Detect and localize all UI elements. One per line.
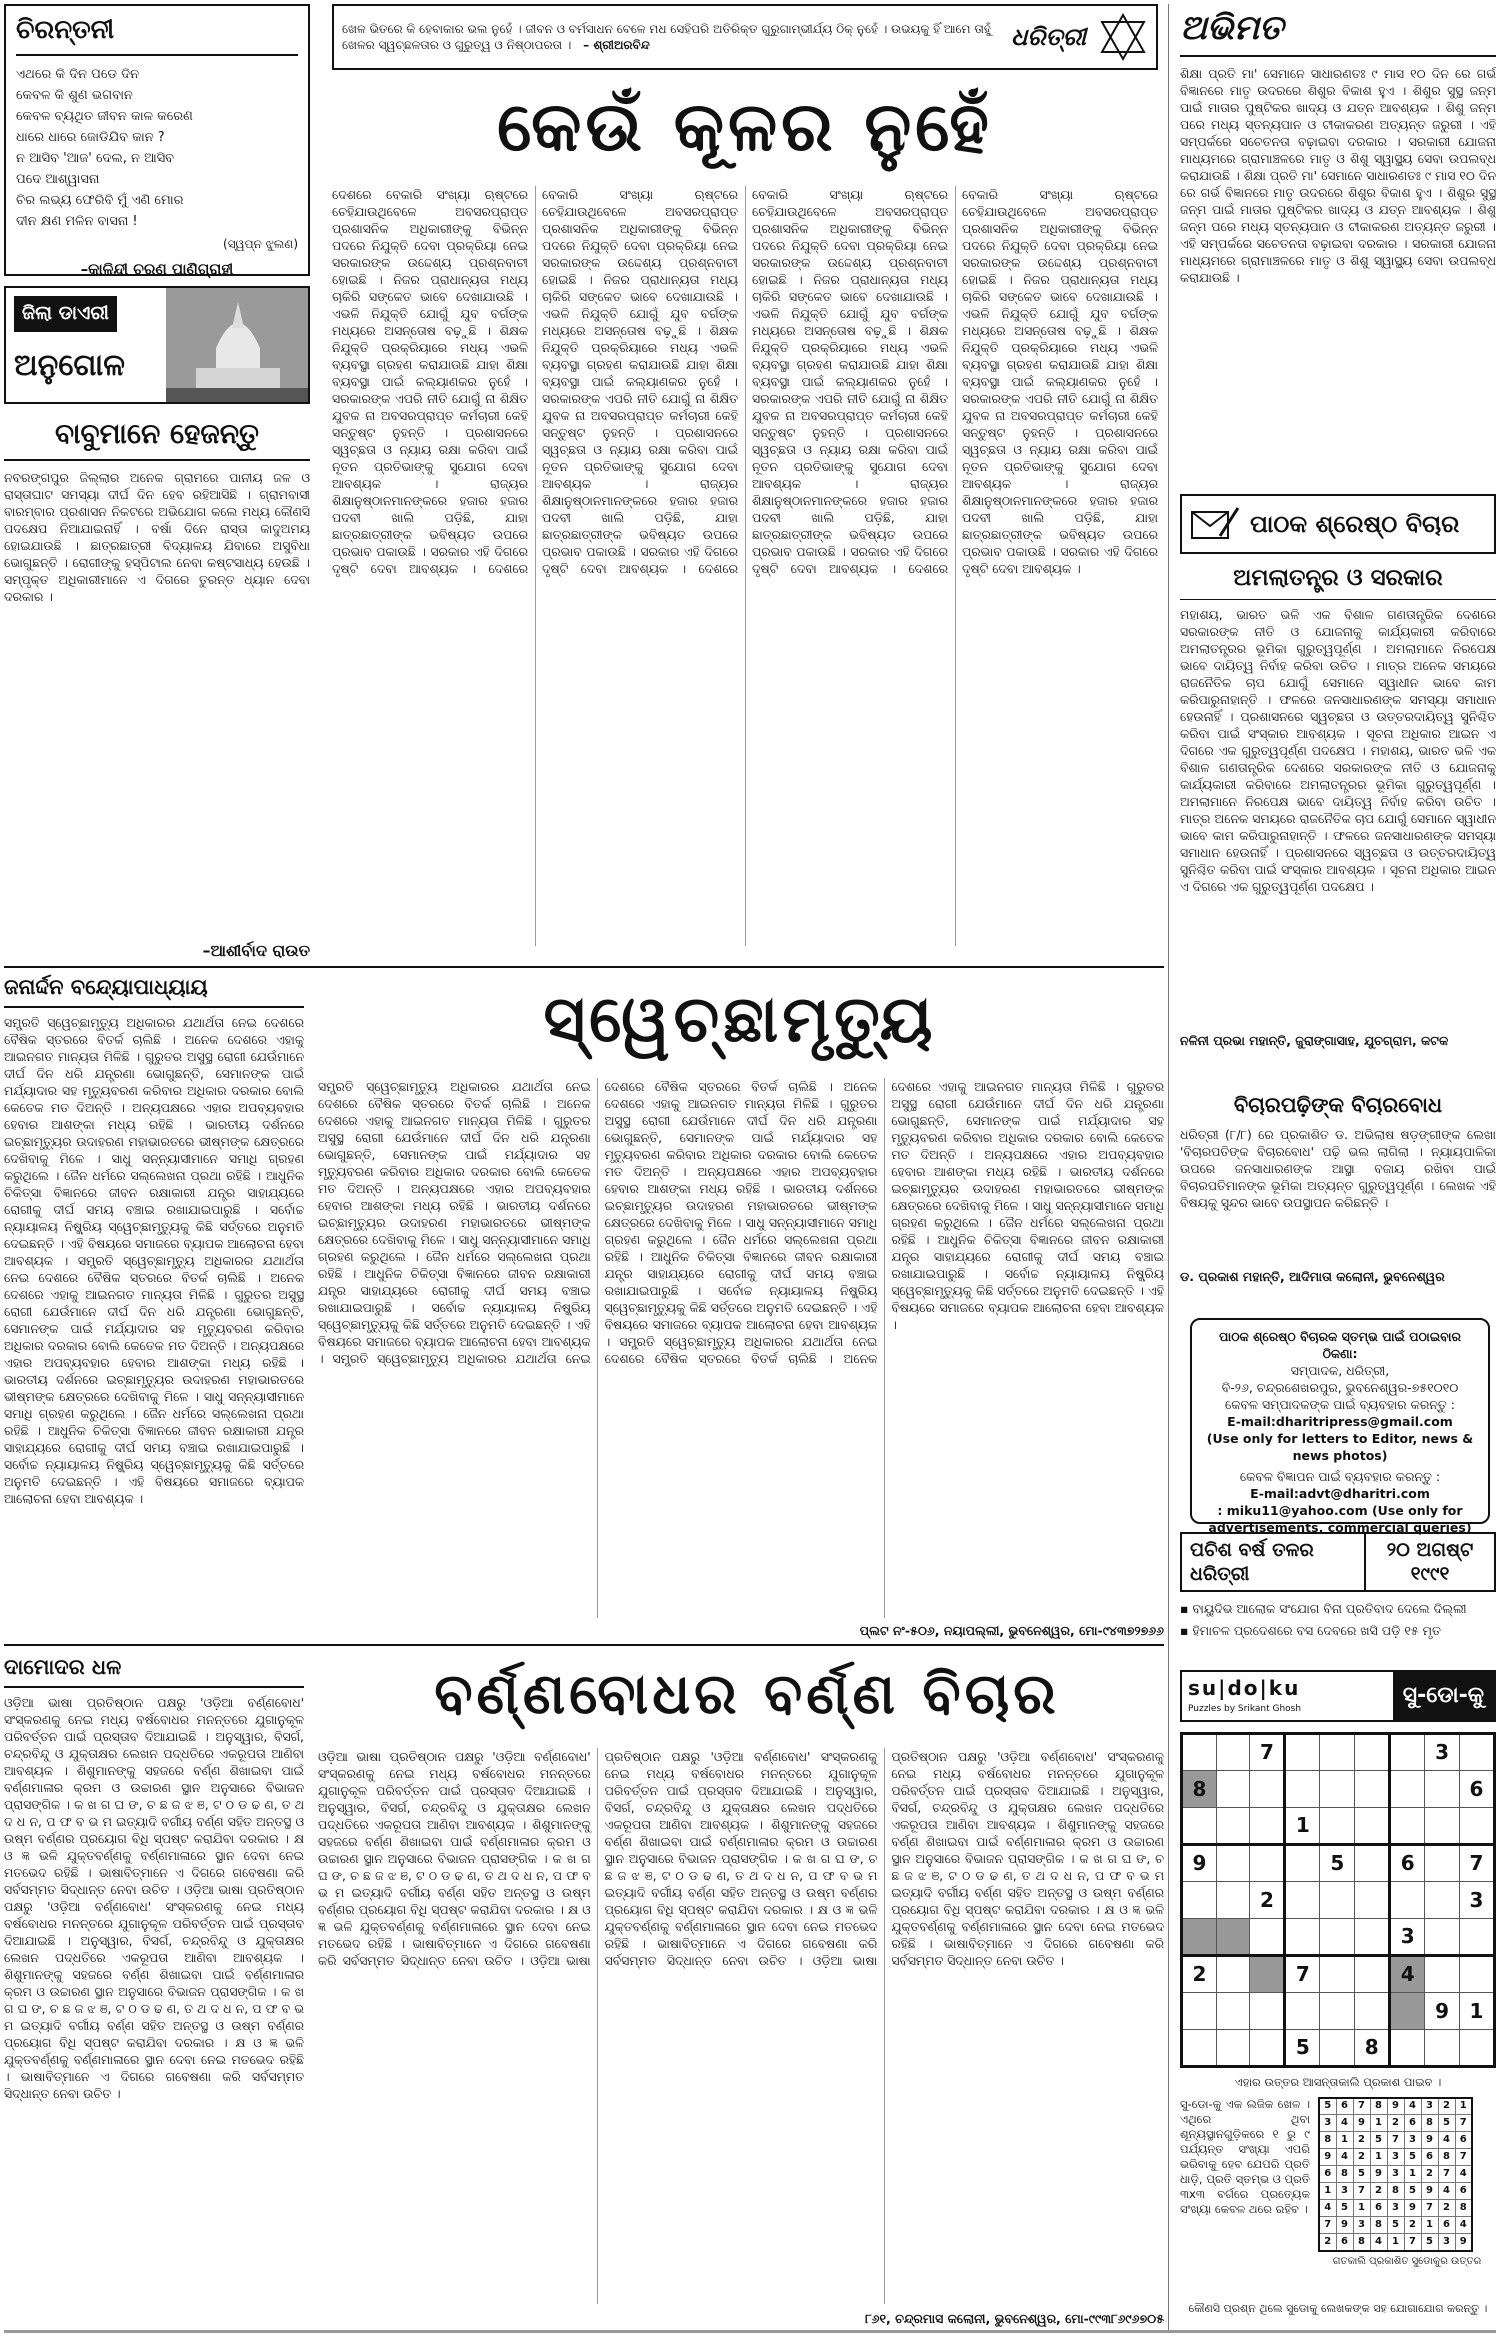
poem-line: କେବଳ ବ୍ୟଥିତ ଜୀବନ କାଳ କରେଣ	[16, 108, 193, 124]
divider	[4, 1644, 1164, 1646]
solution-cell: 2	[1387, 2115, 1404, 2132]
sudoku-cell[interactable]: 6	[1390, 1845, 1425, 1882]
solution-cell: 7	[1387, 2132, 1404, 2149]
sudoku-cell[interactable]	[1285, 1734, 1320, 1771]
solution-cell: 6	[1319, 2166, 1336, 2183]
sudoku-cell[interactable]	[1216, 1993, 1250, 2030]
solution-cell: 2	[1438, 2200, 1455, 2217]
solution-cell: 4	[1336, 2115, 1353, 2132]
varnabodh-title: ବର୍ଣ୍ଣବୋଧର ବର୍ଣ୍ଣ ବିଚାର	[434, 1662, 1060, 1727]
poem-line: ଏଥରେ କି ଦିନ ପଡେ ଦିନ	[16, 66, 140, 82]
contact-line: ବି-୨୬, ଚନ୍ଦ୍ରଶେଖରପୁର, ଭୁବନେଶ୍ୱର-୭୫୧୦୧୦	[1221, 1380, 1459, 1395]
solution-cell: 5	[1404, 2183, 1421, 2200]
sudoku-cell[interactable]	[1320, 1882, 1355, 1919]
sudoku-cell[interactable]	[1320, 1956, 1355, 1993]
sudoku-cell[interactable]	[1216, 1845, 1250, 1882]
euthanasia-body: ସମ୍ପ୍ରତି ସ୍ୱେଚ୍ଛାମୃତ୍ୟୁ ଅଧିକାରର ଯଥାର୍ଥତା ନେଇ ଦେଶରେ ବୈଷିକ ସ୍ତରରେ ବିତର୍କ ଚାଲିଛି । ଅନେକ ଦେଶରେ ଏହାକୁ ଆଇନଗତ ମାନ୍ୟତା ମିଳିଛି । ଗୁରୁତର ଅସୁସ୍ଥ ରୋଗୀ ଯେଉଁମାନେ ଦୀର୍ଘ ଦିନ ଧରି ଯନ୍ତ୍ରଣା ଭୋଗୁଛନ୍ତି, ସେମାନଙ୍କ ପାଇଁ ମର୍ଯ୍ୟାଦାର ସହ ମୃତ୍ୟୁବରଣ କରିବାର ଅଧିକାର ଦରକାର ବୋଲି କେତେକ ମତ ଦିଅନ୍ତି । ଅନ୍ୟପକ୍ଷରେ ଏହାର ଅପବ୍ୟବହାର ହେବାର ଆଶଙ୍କା ମଧ୍ୟ ରହିଛି । ଭାରତୀୟ ଦର୍ଶନରେ ଇଚ୍ଛାମୃତ୍ୟୁର ଉଦାହରଣ ମହାଭାରତରେ ଭୀଷ୍ମଙ୍କ କ୍ଷେତ୍ରରେ ଦେଖିବାକୁ ମିଳେ । ସାଧୁ ସନ୍ନ୍ୟାସୀମାନେ ସମାଧି ଗ୍ରହଣ କରୁଥିଲେ । ଜୈନ ଧର୍ମରେ ସଲ୍ଲେଖନା ପ୍ରଥା ରହିଛି । ଆଧୁନିକ ଚିକିତ୍ସା ବିଜ୍ଞାନରେ ଜୀବନ ରକ୍ଷାକାରୀ ଯନ୍ତ୍ର ସାହାଯ୍ୟରେ ରୋଗୀକୁ ଦୀର୍ଘ ସମୟ ବଞ୍ଚାଇ ରଖାଯାଇପାରୁଛି । ସର୍ବୋଚ୍ଚ ନ୍ୟାୟାଳୟ ନିଷ୍କ୍ରିୟ ସ୍ୱେଚ୍ଛାମୃତ୍ୟୁକୁ କିଛି ସର୍ତ୍ତରେ ଅନୁମତି ଦେଇଛନ୍ତି । ଏହି ବିଷୟରେ ସମାଜରେ ବ୍ୟାପକ ଆଲୋଚନା ହେବା ଆବଶ୍ୟକ । ସମ୍ପ୍ରତି ସ୍ୱେଚ୍ଛାମୃତ୍ୟୁ ଅଧିକାରର ଯଥାର୍ଥତା ନେଇ ଦେଶରେ ବୈଷିକ ସ୍ତରରେ ବିତର୍କ ଚାଲିଛି । ଅନେକ ଦେଶରେ ଏହାକୁ ଆଇନଗତ ମାନ୍ୟତା ମିଳିଛି । ଗୁରୁତର ଅସୁସ୍ଥ ରୋଗୀ ଯେଉଁମାନେ ଦୀର୍ଘ ଦିନ ଧରି ଯନ୍ତ୍ରଣା ଭୋଗୁଛନ୍ତି, ସେମାନଙ୍କ ପାଇଁ ମର୍ଯ୍ୟାଦାର ସହ ମୃତ୍ୟୁବରଣ କରିବାର ଅଧିକାର ଦରକାର ବୋଲି କେତେକ ମତ ଦିଅନ୍ତି । ଅନ୍ୟପକ୍ଷରେ ଏହାର ଅପବ୍ୟବହାର ହେବାର ଆଶଙ୍କା ମଧ୍ୟ ରହିଛି । ଭାରତୀୟ ଦର୍ଶନରେ ଇଚ୍ଛାମୃତ୍ୟୁର ଉଦାହରଣ ମହାଭାରତରେ ଭୀଷ୍ମଙ୍କ କ୍ଷେତ୍ରରେ ଦେଖିବାକୁ ମିଳେ । ସାଧୁ ସନ୍ନ୍ୟାସୀମାନେ ସମାଧି ଗ୍ରହଣ କରୁଥିଲେ । ଜୈନ ଧର୍ମରେ ସଲ୍ଲେଖନା ପ୍ରଥା ରହିଛି । ଆଧୁନିକ ଚିକିତ୍ସା ବିଜ୍ଞାନରେ ଜୀବନ ରକ୍ଷାକାରୀ ଯନ୍ତ୍ର ସାହାଯ୍ୟରେ ରୋଗୀକୁ ଦୀର୍ଘ ସମୟ ବଞ୍ଚାଇ ରଖାଯାଇପାରୁଛି । ସର୍ବୋଚ୍ଚ ନ୍ୟାୟାଳୟ ନିଷ୍କ୍ରିୟ ସ୍ୱେଚ୍ଛାମୃତ୍ୟୁକୁ କିଛି ସର୍ତ୍ତରେ ଅନୁମତି ଦେଇଛନ୍ତି । ଏହି ବିଷୟରେ ସମାଜରେ ବ୍ୟାପକ ଆଲୋଚନା ହେବା ଆବଶ୍ୟକ । ସମ୍ପ୍ରତି ସ୍ୱେଚ୍ଛାମୃତ୍ୟୁ ଅଧିକାରର ଯଥାର୍ଥତା ନେଇ ଦେଶରେ ବୈଷିକ ସ୍ତରରେ ବିତର୍କ ଚାଲିଛି । ଅନେକ ଦେଶରେ ଏହାକୁ ଆଇନଗତ ମାନ୍ୟତା ମିଳିଛି । ଗୁରୁତର ଅସୁସ୍ଥ ରୋଗୀ ଯେଉଁମାନେ ଦୀର୍ଘ ଦିନ ଧରି ଯନ୍ତ୍ରଣା ଭୋଗୁଛନ୍ତି, ସେମାନଙ୍କ ପାଇଁ ମର୍ଯ୍ୟାଦାର ସହ ମୃତ୍ୟୁବରଣ କରିବାର ଅଧିକାର ଦରକାର ବୋଲି କେତେକ ମତ ଦିଅନ୍ତି । ଅନ୍ୟପକ୍ଷରେ ଏହାର ଅପବ୍ୟବହାର ହେବାର ଆଶଙ୍କା ମଧ୍ୟ ରହିଛି । ଭାରତୀୟ ଦର୍ଶନରେ ଇଚ୍ଛାମୃତ୍ୟୁର ଉଦାହରଣ ମହାଭାରତରେ ଭୀଷ୍ମଙ୍କ କ୍ଷେତ୍ରରେ ଦେଖିବାକୁ ମିଳେ । ସାଧୁ ସନ୍ନ୍ୟାସୀମାନେ ସମାଧି ଗ୍ରହଣ କରୁଥିଲେ । ଜୈନ ଧର୍ମରେ ସଲ୍ଲେଖନା ପ୍ରଥା ରହିଛି । ଆଧୁନିକ ଚିକିତ୍ସା ବିଜ୍ଞାନରେ ଜୀବନ ରକ୍ଷାକାରୀ ଯନ୍ତ୍ର ସାହାଯ୍ୟରେ ରୋଗୀକୁ ଦୀର୍ଘ ସମୟ ବଞ୍ଚାଇ ରଖାଯାଇପାରୁଛି । ସର୍ବୋଚ୍ଚ ନ୍ୟାୟାଳୟ ନିଷ୍କ୍ରିୟ ସ୍ୱେଚ୍ଛାମୃତ୍ୟୁକୁ କିଛି ସର୍ତ୍ତରେ ଅନୁମତି ଦେଇଛନ୍ତି । ଏହି ବିଷୟରେ ସମାଜରେ ବ୍ୟାପକ ଆଲୋଚନା ହେବା ଆବଶ୍ୟକ ।	[318, 1079, 1164, 1366]
solution-cell: 9	[1421, 2183, 1438, 2200]
sudoku-cell[interactable]	[1390, 2030, 1425, 2067]
sudoku-cell[interactable]	[1216, 1882, 1250, 1919]
solution-cell: 9	[1404, 2200, 1421, 2217]
sudoku-cell[interactable]	[1285, 1771, 1320, 1808]
sudoku-cell[interactable]	[1250, 1993, 1285, 2030]
reader-best-banner	[1180, 494, 1496, 554]
sudoku-cell[interactable]	[1425, 1956, 1460, 1993]
solution-cell: 8	[1438, 2149, 1455, 2166]
sudoku-cell[interactable]	[1355, 1993, 1390, 2030]
vichar-bodh-author: ଡ. ପ୍ରକାଶ ମହାନ୍ତି, ଆଦିମାତା କଲୋନୀ, ଭୁବନେଶ୍ୱର	[1180, 1269, 1445, 1285]
solution-cell: 3	[1387, 2149, 1404, 2166]
chirantani-box	[4, 4, 310, 279]
flashback-list	[1180, 1600, 1496, 1640]
sudoku-cell[interactable]: 4	[1390, 1956, 1425, 1993]
district-diary-name: ଅନୁଗୋଳ	[14, 347, 125, 383]
quote-box	[332, 4, 1158, 70]
solution-cell: 7	[1421, 2200, 1438, 2217]
sudoku-cell[interactable]: 2	[1182, 1956, 1217, 1993]
sudoku-cell[interactable]	[1320, 1771, 1355, 1808]
contact-line: ସମ୍ପାଦକ, ଧରିତ୍ରୀ,	[1290, 1363, 1390, 1378]
sudoku-cell[interactable]	[1459, 2030, 1494, 2067]
sudoku-cell[interactable]	[1285, 1882, 1320, 1919]
solution-cell: 3	[1336, 2183, 1353, 2200]
sudoku-credit: Puzzles by Srikant Ghosh	[1188, 1704, 1302, 1714]
solution-cell: 4	[1336, 2149, 1353, 2166]
sudoku-cell[interactable]	[1182, 1919, 1217, 1956]
sudoku-cell[interactable]: 7	[1459, 1845, 1494, 1882]
reader-best-section	[1180, 562, 1496, 1082]
sudoku-cell[interactable]: 2	[1250, 1882, 1285, 1919]
poem-source: (ସ୍ୱପ୍ନ ଝୁଲଣ)	[223, 236, 298, 251]
sudoku-cell[interactable]	[1182, 1808, 1217, 1845]
sudoku-section	[1180, 1670, 1496, 2330]
sudoku-cell[interactable]	[1390, 1734, 1425, 1771]
solution-cell: 7	[1455, 2149, 1472, 2166]
flashback-label: ପଚିଶ ବର୍ଷ ତଳର ଧରିତ୍ରୀ	[1190, 1539, 1314, 1585]
sudoku-cell[interactable]: 8	[1355, 2030, 1390, 2067]
sudoku-cell[interactable]	[1216, 1919, 1250, 1956]
main-editorial-title: କେଉଁ କୂଳର ନୁହେଁ	[497, 88, 993, 167]
solution-cell: 4	[1370, 2234, 1387, 2251]
solution-cell: 9	[1421, 2132, 1438, 2149]
solution-cell: 1	[1421, 2217, 1438, 2234]
poem-author: –କାଳିନ୍ଦୀ ଚରଣ ପାଣିଗ୍ରାହୀ	[80, 260, 234, 279]
sudoku-cell[interactable]	[1390, 1771, 1425, 1808]
solution-cell: 1	[1370, 2115, 1387, 2132]
solution-cell: 8	[1370, 2098, 1387, 2115]
solution-cell: 3	[1421, 2098, 1438, 2115]
poem-line: ଧାରେ ଧାରେ ଜୋଡିଯିବ କାନ ?	[16, 129, 165, 145]
sudoku-cell[interactable]	[1355, 1919, 1390, 1956]
sudoku-cell[interactable]	[1320, 2030, 1355, 2067]
chirantani-poem	[16, 64, 298, 232]
solution-cell: 8	[1353, 2234, 1370, 2251]
sudoku-cell[interactable]	[1425, 1771, 1460, 1808]
sudoku-cell[interactable]	[1355, 1882, 1390, 1919]
solution-cell: 6	[1404, 2115, 1421, 2132]
sudoku-cell[interactable]	[1390, 1993, 1425, 2030]
sudoku-cell[interactable]	[1425, 1919, 1460, 1956]
district-diary-box	[4, 286, 310, 404]
solution-cell: 9	[1387, 2098, 1404, 2115]
solution-cell: 4	[1455, 2166, 1472, 2183]
solution-cell: 7	[1404, 2234, 1421, 2251]
sudoku-cell[interactable]	[1390, 1882, 1425, 1919]
solution-cell: 4	[1438, 2132, 1455, 2149]
reader-best-label: ପାଠକ ଶ୍ରେଷ୍ଠ ବିଚାର	[1250, 509, 1460, 538]
varnabodh-address: ୮୬୧, ଚନ୍ଦ୍ରମାସ କଲୋନୀ, ଭୁବନେଶ୍ୱର, ମୋ-୯୯୩୮୬୯୬୭୦୫	[865, 2311, 1164, 2326]
babumane-title: ବାବୁମାନେ ହେଜନ୍ତୁ	[4, 414, 310, 461]
divider	[4, 966, 1164, 968]
star-emblem-icon	[1098, 12, 1148, 62]
solution-cell: 7	[1455, 2115, 1472, 2132]
advt-email-alt-link[interactable]: : miku11@yahoo.com (Use only for advertisements, commercial queries)	[1208, 1503, 1472, 1535]
quote-author: – ଶ୍ରୀଅରବିନ୍ଦ	[583, 38, 650, 52]
sudoku-footer: କୌଣସି ପ୍ରଶ୍ନ ଥିଲେ ସୁଡୋକୁ ଲେଖକଙ୍କ ସହ ଯୋଗାଯୋଗ କରନ୍ତୁ ।	[1188, 2301, 1488, 2315]
sudoku-cell[interactable]: 5	[1285, 2030, 1320, 2067]
solution-cell: 5	[1336, 2200, 1353, 2217]
reader-best-title: ଅମଲାତନ୍ତ୍ର ଓ ସରକାର	[1180, 562, 1496, 600]
bottom-rule	[4, 2330, 1496, 2333]
solution-cell: 6	[1370, 2200, 1387, 2217]
abhimat-title: ଅଭିମତ	[1180, 4, 1496, 57]
reader-best-body: ମହାଶୟ, ଭାରତ ଭଳି ଏକ ବିଶାଳ ଗଣତାନ୍ତ୍ରିକ ଦେଶରେ ସରକାରଙ୍କ ନୀତି ଓ ଯୋଜନାକୁ କାର୍ଯ୍ୟକାରୀ କରିବାରେ ଅମଲାତନ୍ତ୍ରର ଭୂମିକା ଗୁରୁତ୍ୱପୂର୍ଣ୍ଣ । ଅମଲାମାନେ ନିରପେକ୍ଷ ଭାବେ ଦାୟିତ୍ୱ ନିର୍ବାହ କରିବା ଉଚିତ । ମାତ୍ର ଅନେକ ସମୟରେ ରାଜନୈତିକ ଚାପ ଯୋଗୁଁ ସେମାନେ ସ୍ୱାଧୀନ ଭାବେ କାମ କରିପାରୁନାହାନ୍ତି । ଫଳରେ ଜନସାଧାରଣଙ୍କ ସମସ୍ୟା ସମାଧାନ ହେଉନାହିଁ । ପ୍ରଶାସନରେ ସ୍ୱଚ୍ଛତା ଓ ଉତ୍ତରଦାୟିତ୍ୱ ସୁନିଶ୍ଚିତ କରିବା ପାଇଁ ସଂସ୍କାର ଆବଶ୍ୟକ । ସୂଚନା ଅଧିକାର ଆଇନ ଏ ଦିଗରେ ଏକ ଗୁରୁତ୍ୱପୂର୍ଣ୍ଣ ପଦକ୍ଷେପ । ମହାଶୟ, ଭାରତ ଭଳି ଏକ ବିଶାଳ ଗଣତାନ୍ତ୍ରିକ ଦେଶରେ ସରକାରଙ୍କ ନୀତି ଓ ଯୋଜନାକୁ କାର୍ଯ୍ୟକାରୀ କରିବାରେ ଅମଲାତନ୍ତ୍ରର ଭୂମିକା ଗୁରୁତ୍ୱପୂର୍ଣ୍ଣ । ଅମଲାମାନେ ନିରପେକ୍ଷ ଭାବେ ଦାୟିତ୍ୱ ନିର୍ବାହ କରିବା ଉଚିତ । ମାତ୍ର ଅନେକ ସମୟରେ ରାଜନୈତିକ ଚାପ ଯୋଗୁଁ ସେମାନେ ସ୍ୱାଧୀନ ଭାବେ କାମ କରିପାରୁନାହାନ୍ତି । ଫଳରେ ଜନସାଧାରଣଙ୍କ ସମସ୍ୟା ସମାଧାନ ହେଉନାହିଁ । ପ୍ରଶାସନରେ ସ୍ୱଚ୍ଛତା ଓ ଉତ୍ତରଦାୟିତ୍ୱ ସୁନିଶ୍ଚିତ କରିବା ପାଇଁ ସଂସ୍କାର ଆବଶ୍ୟକ । ସୂଚନା ଅଧିକାର ଆଇନ ଏ ଦିଗରେ ଏକ ଗୁରୁତ୍ୱପୂର୍ଣ୍ଣ ପଦକ୍ଷେପ ।	[1180, 607, 1496, 895]
sudoku-cell[interactable]	[1320, 1919, 1355, 1956]
contact-box	[1190, 1318, 1490, 1535]
solution-cell: 3	[1353, 2217, 1370, 2234]
sudoku-cell[interactable]	[1285, 1993, 1320, 2030]
poem-line: କେବଳ କି ଶୁଣ ଭଗବାନ	[16, 87, 133, 103]
solution-cell: 7	[1353, 2183, 1370, 2200]
sudoku-cell[interactable]	[1425, 1808, 1460, 1845]
reader-best-author: ନଳିନୀ ପ୍ରଭା ମହାନ୍ତି, ଜୁରାଙ୍ଗାସାହ, ଯୁଚଗ୍ରାମ, କଟକ	[1180, 1033, 1449, 1049]
quote-text: ଖେଳ ଭିତରେ କି ହେବାକାର ଭଲ ନୁହେଁ । ଜୀବନ ଓ ବର୍ମସାଧନ ବେଳେ ମଧ ସେହିପରି ଅତିରିକ୍ତ ଗୁରୁଗାମ୍ଭୀର୍ଯ୍ୟ ଠିକ୍ ନୁହେଁ । ଉଭୟକୁ ହିଁ ଆମେ ତାହୁଁ ଖେଳର ସ୍ୱଚ୍ଛଳତାର ଓ ଗୁରୁତ୍ୱ ଓ ନିଷ୍ଠାପରତା ।	[342, 22, 991, 52]
solution-cell: 5	[1387, 2217, 1404, 2234]
flashback-box	[1180, 1532, 1496, 1662]
sudoku-cell[interactable]	[1355, 1808, 1390, 1845]
main-editorial-body: ଦେଶରେ ବେକାରି ସଂଖ୍ୟା ଋଷ୍ଟରେ ଚେହିଯାଉଥିବେଳେ ଅବସରପ୍ରାପ୍ତ ପ୍ରଶାସନିକ ଅଧିକାରୀଙ୍କୁ ବିଭିନ୍ନ ପଦରେ ନିଯୁକ୍ତି ଦେବା ପ୍ରକ୍ରିୟା ନେଇ ସରକାରଙ୍କ ଉଦ୍ଦେଶ୍ୟ ପ୍ରଶ୍ନବାଚୀ ହୋଇଛି । ନିଜର ପ୍ରାଧାନ୍ୟତା ମଧ୍ୟ ଚାକିରି ସଙ୍କେତ ଭାବେ ଦେଖାଯାଉଛି । ଏଭଳି ନିଯୁକ୍ତି ଯୋଗୁଁ ଯୁବ ବର୍ଗଙ୍କ ମଧ୍ୟରେ ଅସନ୍ତୋଷ ବଢ଼ୁଛି । ଶିକ୍ଷକ ନିଯୁକ୍ତି ପ୍ରକ୍ରିୟାରେ ମଧ୍ୟ ଏଭଳି ବ୍ୟବସ୍ଥା ଗ୍ରହଣ କରାଯାଉଛି ଯାହା ଶିକ୍ଷା ବ୍ୟବସ୍ଥା ପାଇଁ କଲ୍ୟାଣକର ନୁହେଁ । ସରକାରଙ୍କ ଏପରି ନୀତି ଯୋଗୁଁ ନା ଶିକ୍ଷିତ ଯୁବକ ନା ଅବସରପ୍ରାପ୍ତ କର୍ମଚାରୀ କେହି ସନ୍ତୁଷ୍ଟ ନୁହନ୍ତି । ପ୍ରଶାସନରେ ସ୍ୱଚ୍ଛତା ଓ ନ୍ୟାୟ ରକ୍ଷା କରିବା ପାଇଁ ନୂତନ ପ୍ରତିଭାଙ୍କୁ ସୁଯୋଗ ଦେବା ଆବଶ୍ୟକ । ରାଜ୍ୟର ଶିକ୍ଷାନୁଷ୍ଠାନମାନଙ୍କରେ ହଜାର ହଜାର ପଦବୀ ଖାଲି ପଡ଼ିଛି, ଯାହା ଛାତ୍ରଛାତ୍ରୀଙ୍କ ଭବିଷ୍ୟତ ଉପରେ ପ୍ରଭାବ ପକାଉଛି । ସରକାର ଏହି ଦିଗରେ ଦୃଷ୍ଟି ଦେବା ଆବଶ୍ୟକ । ଦେଶରେ ବେକାରି ସଂଖ୍ୟା ଋଷ୍ଟରେ ଚେହିଯାଉଥିବେଳେ ଅବସରପ୍ରାପ୍ତ ପ୍ରଶାସନିକ ଅଧିକାରୀଙ୍କୁ ବିଭିନ୍ନ ପଦରେ ନିଯୁକ୍ତି ଦେବା ପ୍ରକ୍ରିୟା ନେଇ ସରକାରଙ୍କ ଉଦ୍ଦେଶ୍ୟ ପ୍ରଶ୍ନବାଚୀ ହୋଇଛି । ନିଜର ପ୍ରାଧାନ୍ୟତା ମଧ୍ୟ ଚାକିରି ସଙ୍କେତ ଭାବେ ଦେଖାଯାଉଛି । ଏଭଳି ନିଯୁକ୍ତି ଯୋଗୁଁ ଯୁବ ବର୍ଗଙ୍କ ମଧ୍ୟରେ ଅସନ୍ତୋଷ ବଢ଼ୁଛି । ଶିକ୍ଷକ ନିଯୁକ୍ତି ପ୍ରକ୍ରିୟାରେ ମଧ୍ୟ ଏଭଳି ବ୍ୟବସ୍ଥା ଗ୍ରହଣ କରାଯାଉଛି ଯାହା ଶିକ୍ଷା ବ୍ୟବସ୍ଥା ପାଇଁ କଲ୍ୟାଣକର ନୁହେଁ । ସରକାରଙ୍କ ଏପରି ନୀତି ଯୋଗୁଁ ନା ଶିକ୍ଷିତ ଯୁବକ ନା ଅବସରପ୍ରାପ୍ତ କର୍ମଚାରୀ କେହି ସନ୍ତୁଷ୍ଟ ନୁହନ୍ତି । ପ୍ରଶାସନରେ ସ୍ୱଚ୍ଛତା ଓ ନ୍ୟାୟ ରକ୍ଷା କରିବା ପାଇଁ ନୂତନ ପ୍ରତିଭାଙ୍କୁ ସୁଯୋଗ ଦେବା ଆବଶ୍ୟକ । ରାଜ୍ୟର ଶିକ୍ଷାନୁଷ୍ଠାନମାନଙ୍କରେ ହଜାର ହଜାର ପଦବୀ ଖାଲି ପଡ଼ିଛି, ଯାହା ଛାତ୍ରଛାତ୍ରୀଙ୍କ ଭବିଷ୍ୟତ ଉପରେ ପ୍ରଭାବ ପକାଉଛି । ସରକାର ଏହି ଦିଗରେ ଦୃଷ୍ଟି ଦେବା ଆବଶ୍ୟକ । ଦେଶରେ ବେକାରି ସଂଖ୍ୟା ଋଷ୍ଟରେ ଚେହିଯାଉଥିବେଳେ ଅବସରପ୍ରାପ୍ତ ପ୍ରଶାସନିକ ଅଧିକାରୀଙ୍କୁ ବିଭିନ୍ନ ପଦରେ ନିଯୁକ୍ତି ଦେବା ପ୍ରକ୍ରିୟା ନେଇ ସରକାରଙ୍କ ଉଦ୍ଦେଶ୍ୟ ପ୍ରଶ୍ନବାଚୀ ହୋଇଛି । ନିଜର ପ୍ରାଧାନ୍ୟତା ମଧ୍ୟ ଚାକିରି ସଙ୍କେତ ଭାବେ ଦେଖାଯାଉଛି । ଏଭଳି ନିଯୁକ୍ତି ଯୋଗୁଁ ଯୁବ ବର୍ଗଙ୍କ ମଧ୍ୟରେ ଅସନ୍ତୋଷ ବଢ଼ୁଛି । ଶିକ୍ଷକ ନିଯୁକ୍ତି ପ୍ରକ୍ରିୟାରେ ମଧ୍ୟ ଏଭଳି ବ୍ୟବସ୍ଥା ଗ୍ରହଣ କରାଯାଉଛି ଯାହା ଶିକ୍ଷା ବ୍ୟବସ୍ଥା ପାଇଁ କଲ୍ୟାଣକର ନୁହେଁ । ସରକାରଙ୍କ ଏପରି ନୀତି ଯୋଗୁଁ ନା ଶିକ୍ଷିତ ଯୁବକ ନା ଅବସରପ୍ରାପ୍ତ କର୍ମଚାରୀ କେହି ସନ୍ତୁଷ୍ଟ ନୁହନ୍ତି । ପ୍ରଶାସନରେ ସ୍ୱଚ୍ଛତା ଓ ନ୍ୟାୟ ରକ୍ଷା କରିବା ପାଇଁ ନୂତନ ପ୍ରତିଭାଙ୍କୁ ସୁଯୋଗ ଦେବା ଆବଶ୍ୟକ । ରାଜ୍ୟର ଶିକ୍ଷାନୁଷ୍ଠାନମାନଙ୍କରେ ହଜାର ହଜାର ପଦବୀ ଖାଲି ପଡ଼ିଛି, ଯାହା ଛାତ୍ରଛାତ୍ରୀଙ୍କ ଭବିଷ୍ୟତ ଉପରେ ପ୍ରଭାବ ପକାଉଛି । ସରକାର ଏହି ଦିଗରେ ଦୃଷ୍ଟି ଦେବା ଆବଶ୍ୟକ । ଦେଶରେ ବେକାରି ସଂଖ୍ୟା ଋଷ୍ଟରେ ଚେହିଯାଉଥିବେଳେ ଅବସରପ୍ରାପ୍ତ ପ୍ରଶାସନିକ ଅଧିକାରୀଙ୍କୁ ବିଭିନ୍ନ ପଦରେ ନିଯୁକ୍ତି ଦେବା ପ୍ରକ୍ରିୟା ନେଇ ସରକାରଙ୍କ ଉଦ୍ଦେଶ୍ୟ ପ୍ରଶ୍ନବାଚୀ ହୋଇଛି । ନିଜର ପ୍ରାଧାନ୍ୟତା ମଧ୍ୟ ଚାକିରି ସଙ୍କେତ ଭାବେ ଦେଖାଯାଉଛି । ଏଭଳି ନିଯୁକ୍ତି ଯୋଗୁଁ ଯୁବ ବର୍ଗଙ୍କ ମଧ୍ୟରେ ଅସନ୍ତୋଷ ବଢ଼ୁଛି । ଶିକ୍ଷକ ନିଯୁକ୍ତି ପ୍ରକ୍ରିୟାରେ ମଧ୍ୟ ଏଭଳି ବ୍ୟବସ୍ଥା ଗ୍ରହଣ କରାଯାଉଛି ଯାହା ଶିକ୍ଷା ବ୍ୟବସ୍ଥା ପାଇଁ କଲ୍ୟାଣକର ନୁହେଁ । ସରକାରଙ୍କ ଏପରି ନୀତି ଯୋଗୁଁ ନା ଶିକ୍ଷିତ ଯୁବକ ନା ଅବସରପ୍ରାପ୍ତ କର୍ମଚାରୀ କେହି ସନ୍ତୁଷ୍ଟ ନୁହନ୍ତି । ପ୍ରଶାସନରେ ସ୍ୱଚ୍ଛତା ଓ ନ୍ୟାୟ ରକ୍ଷା କରିବା ପାଇଁ ନୂତନ ପ୍ରତିଭାଙ୍କୁ ସୁଯୋଗ ଦେବା ଆବଶ୍ୟକ । ରାଜ୍ୟର ଶିକ୍ଷାନୁଷ୍ଠାନମାନଙ୍କରେ ହଜାର ହଜାର ପଦବୀ ଖାଲି ପଡ଼ିଛି, ଯାହା ଛାତ୍ରଛାତ୍ରୀଙ୍କ ଭବିଷ୍ୟତ ଉପରେ ପ୍ରଭାବ ପକାଉଛି । ସରକାର ଏହି ଦିଗରେ ଦୃଷ୍ଟି ଦେବା ଆବଶ୍ୟକ ।	[332, 187, 1158, 576]
sudoku-cell[interactable]	[1250, 1919, 1285, 1956]
flashback-item: ▪ ବାୟୁଦିଭ ଆଲୋକ ସଂଯୋଗ ବିନା ପ୍ରତିବାଦ ଦେଲେ ଦିଲ୍ଲୀ	[1180, 1600, 1496, 1618]
solution-cell: 2	[1353, 2132, 1370, 2149]
sudoku-cell[interactable]	[1182, 1993, 1217, 2030]
sudoku-cell[interactable]: 9	[1182, 1845, 1217, 1882]
sudoku-cell[interactable]	[1182, 1882, 1217, 1919]
sudoku-cell[interactable]	[1216, 1771, 1250, 1808]
sudoku-cell[interactable]	[1216, 1808, 1250, 1845]
sudoku-cell[interactable]	[1425, 1845, 1460, 1882]
solution-cell: 6	[1421, 2149, 1438, 2166]
solution-cell: 1	[1336, 2132, 1353, 2149]
sudoku-answer-note: ଏହାର ଉତ୍ତର ଆସନ୍ତାକାଲି ପ୍ରକାଶ ପାଇବ ।	[1234, 2075, 1442, 2089]
vichar-bodh-body: ଧରିତ୍ରୀ (୮/୮) ରେ ପ୍ରକାଶିତ ଡ. ଅଭିଲାଷ ଷଡ଼ଙ୍ଗୀଙ୍କ ଲେଖା 'ବିଚାରପତିଙ୍କ ବିଚାରବୋଧ' ପଢ଼ି ଭଲ ଲାଗିଲା । ନ୍ୟାୟପାଳିକା ଉପରେ ଜନସାଧାରଣଙ୍କ ଆସ୍ଥା ବଜାୟ ରଖିବା ପାଇଁ ବିଚାରପତିମାନଙ୍କ ଭୂମିକା ଅତ୍ୟନ୍ତ ଗୁରୁତ୍ୱପୂର୍ଣ୍ଣ । ଲେଖକ ଏହି ବିଷୟକୁ ସୁନ୍ଦର ଭାବେ ଉପସ୍ଥାପନ କରିଛନ୍ତି ।	[1180, 1127, 1496, 1211]
temple-photo	[166, 288, 308, 402]
solution-cell: 7	[1438, 2166, 1455, 2183]
solution-cell: 6	[1455, 2132, 1472, 2149]
solution-cell: 5	[1438, 2115, 1455, 2132]
solution-cell: 5	[1370, 2132, 1387, 2149]
column-divider	[1168, 4, 1169, 2330]
solution-cell: 9	[1336, 2217, 1353, 2234]
solution-cell: 5	[1421, 2234, 1438, 2251]
sudoku-solution-label: ଗତକାଲି ପ୍ରକାଶିତ ସୁଡୋକୁର ଉତ୍ତର	[1332, 2255, 1482, 2267]
solution-cell: 2	[1353, 2149, 1370, 2166]
solution-cell: 3	[1319, 2115, 1336, 2132]
contact-note: (Use only for letters to Editor, news & news photos)	[1206, 1431, 1474, 1463]
euthanasia-col1: ସମ୍ପ୍ରତି ସ୍ୱେଚ୍ଛାମୃତ୍ୟୁ ଅଧିକାରର ଯଥାର୍ଥତା ନେଇ ଦେଶରେ ବୈଷିକ ସ୍ତରରେ ବିତର୍କ ଚାଲିଛି । ଅନେକ ଦେଶରେ ଏହାକୁ ଆଇନଗତ ମାନ୍ୟତା ମିଳିଛି । ଗୁରୁତର ଅସୁସ୍ଥ ରୋଗୀ ଯେଉଁମାନେ ଦୀର୍ଘ ଦିନ ଧରି ଯନ୍ତ୍ରଣା ଭୋଗୁଛନ୍ତି, ସେମାନଙ୍କ ପାଇଁ ମର୍ଯ୍ୟାଦାର ସହ ମୃତ୍ୟୁବରଣ କରିବାର ଅଧିକାର ଦରକାର ବୋଲି କେତେକ ମତ ଦିଅନ୍ତି । ଅନ୍ୟପକ୍ଷରେ ଏହାର ଅପବ୍ୟବହାର ହେବାର ଆଶଙ୍କା ମଧ୍ୟ ରହିଛି । ଭାରତୀୟ ଦର୍ଶନରେ ଇଚ୍ଛାମୃତ୍ୟୁର ଉଦାହରଣ ମହାଭାରତରେ ଭୀଷ୍ମଙ୍କ କ୍ଷେତ୍ରରେ ଦେଖିବାକୁ ମିଳେ । ସାଧୁ ସନ୍ନ୍ୟାସୀମାନେ ସମାଧି ଗ୍ରହଣ କରୁଥିଲେ । ଜୈନ ଧର୍ମରେ ସଲ୍ଲେଖନା ପ୍ରଥା ରହିଛି । ଆଧୁନିକ ଚିକିତ୍ସା ବିଜ୍ଞାନରେ ଜୀବନ ରକ୍ଷାକାରୀ ଯନ୍ତ୍ର ସାହାଯ୍ୟରେ ରୋଗୀକୁ ଦୀର୍ଘ ସମୟ ବଞ୍ଚାଇ ରଖାଯାଇପାରୁଛି । ସର୍ବୋଚ୍ଚ ନ୍ୟାୟାଳୟ ନିଷ୍କ୍ରିୟ ସ୍ୱେଚ୍ଛାମୃତ୍ୟୁକୁ କିଛି ସର୍ତ୍ତରେ ଅନୁମତି ଦେଇଛନ୍ତି । ଏହି ବିଷୟରେ ସମାଜରେ ବ୍ୟାପକ ଆଲୋଚନା ହେବା ଆବଶ୍ୟକ । ସମ୍ପ୍ରତି ସ୍ୱେଚ୍ଛାମୃତ୍ୟୁ ଅଧିକାରର ଯଥାର୍ଥତା ନେଇ ଦେଶରେ ବୈଷିକ ସ୍ତରରେ ବିତର୍କ ଚାଲିଛି । ଅନେକ ଦେଶରେ ଏହାକୁ ଆଇନଗତ ମାନ୍ୟତା ମିଳିଛି । ଗୁରୁତର ଅସୁସ୍ଥ ରୋଗୀ ଯେଉଁମାନେ ଦୀର୍ଘ ଦିନ ଧରି ଯନ୍ତ୍ରଣା ଭୋଗୁଛନ୍ତି, ସେମାନଙ୍କ ପାଇଁ ମର୍ଯ୍ୟାଦାର ସହ ମୃତ୍ୟୁବରଣ କରିବାର ଅଧିକାର ଦରକାର ବୋଲି କେତେକ ମତ ଦିଅନ୍ତି । ଅନ୍ୟପକ୍ଷରେ ଏହାର ଅପବ୍ୟବହାର ହେବାର ଆଶଙ୍କା ମଧ୍ୟ ରହିଛି । ଭାରତୀୟ ଦର୍ଶନରେ ଇଚ୍ଛାମୃତ୍ୟୁର ଉଦାହରଣ ମହାଭାରତରେ ଭୀଷ୍ମଙ୍କ କ୍ଷେତ୍ରରେ ଦେଖିବାକୁ ମିଳେ । ସାଧୁ ସନ୍ନ୍ୟାସୀମାନେ ସମାଧି ଗ୍ରହଣ କରୁଥିଲେ । ଜୈନ ଧର୍ମରେ ସଲ୍ଲେଖନା ପ୍ରଥା ରହିଛି । ଆଧୁନିକ ଚିକିତ୍ସା ବିଜ୍ଞାନରେ ଜୀବନ ରକ୍ଷାକାରୀ ଯନ୍ତ୍ର ସାହାଯ୍ୟରେ ରୋଗୀକୁ ଦୀର୍ଘ ସମୟ ବଞ୍ଚାଇ ରଖାଯାଇପାରୁଛି । ସର୍ବୋଚ୍ଚ ନ୍ୟାୟାଳୟ ନିଷ୍କ୍ରିୟ ସ୍ୱେଚ୍ଛାମୃତ୍ୟୁକୁ କିଛି ସର୍ତ୍ତରେ ଅନୁମତି ଦେଇଛନ୍ତି । ଏହି ବିଷୟରେ ସମାଜରେ ବ୍ୟାପକ ଆଲୋଚନା ହେବା ଆବଶ୍ୟକ ।	[4, 1015, 304, 1506]
euthanasia-address: ପ୍ଲଟ ନଂ-୫୦୬, ନୟାପଲ୍ଲୀ, ଭୁବନେଶ୍ୱର, ମୋ-୯୪୩୭୨୭୬୬	[859, 1623, 1164, 1638]
poem-line: ଦୀନ କ୍ଷଣ ମଳିନ ବାସନା !	[16, 213, 138, 229]
pen-letter-icon	[1190, 504, 1240, 544]
sudoku-cell[interactable]: 7	[1250, 1734, 1285, 1771]
sudoku-cell[interactable]	[1459, 1734, 1494, 1771]
sudoku-cell[interactable]	[1250, 1845, 1285, 1882]
sudoku-cell[interactable]: 1	[1285, 1808, 1320, 1845]
solution-cell: 5	[1319, 2098, 1336, 2115]
babumane-author: –ଆଶୀର୍ବାଦ ରାଉତ	[202, 940, 310, 960]
vichar-bodh-title: ବିଚାରପଢ଼ିଙ୍କ ବିଚାରବୋଧ	[1233, 1093, 1443, 1117]
sudoku-cell[interactable]	[1250, 1956, 1285, 1993]
contact-line: କେବଳ ସମ୍ପାଦକଙ୍କ ପାଇଁ ବ୍ୟବହାର କରନ୍ତୁ :	[1224, 1397, 1456, 1412]
euthanasia-author: ଜନାର୍ଦ୍ଦନ ବନ୍ଦ୍ୟୋପାଧ୍ୟାୟ	[4, 972, 304, 1008]
sudoku-cell[interactable]: 6	[1459, 1771, 1494, 1808]
sudoku-cell[interactable]: 5	[1320, 1845, 1355, 1882]
sudoku-rules: ସୁ-ଡୋ-କୁ ଏକ ଲଜିକ ଖେଳ । ଏଥିରେ ଥିବା ଶୂନ୍ୟସ୍ଥାନଗୁଡ଼ିକରେ ୧ ରୁ ୯ ପର୍ଯ୍ୟନ୍ତ ସଂଖ୍ୟା ଏପରି ଭରିବାକୁ ହେବ ଯେପରି ପ୍ରତି ଧାଡ଼ି, ପ୍ରତି ସ୍ତମ୍ଭ ଓ ପ୍ରତି ୩x୩ ବର୍ଗରେ ପ୍ରତ୍ୟେକ ସଂଖ୍ୟା କେବଳ ଥରେ ରହିବ ।	[1180, 2096, 1310, 2216]
flashback-date: ୨୦ ଅଗଷ୍ଟ ୧୯୯୧	[1364, 1534, 1494, 1590]
sudoku-cell[interactable]	[1425, 2030, 1460, 2067]
vichar-bodh-section	[1180, 1090, 1496, 1308]
solution-cell: 8	[1370, 2217, 1387, 2234]
varnabodh-body: ଓଡ଼ିଆ ଭାଷା ପ୍ରତିଷ୍ଠାନ ପକ୍ଷରୁ 'ଓଡ଼ିଆ ବର୍ଣ୍ଣବୋଧ' ସଂସ୍କରଣକୁ ନେଇ ମଧ୍ୟ ବର୍ଷବୋଧର ମନନ୍ତରେ ଯୁଗାନୁକୂଳ ପରିବର୍ତ୍ତନ ପାଇଁ ପ୍ରସ୍ତାବ ଦିଆଯାଇଛି । ଅନୁସ୍ୱାର, ବିସର୍ଗ, ଚନ୍ଦ୍ରବିନ୍ଦୁ ଓ ଯୁକ୍ତାକ୍ଷର ଲେଖନ ପଦ୍ଧତିରେ ଏକରୂପତା ଆଣିବା ଆବଶ୍ୟକ । ଶିଶୁମାନଙ୍କୁ ସହଜରେ ବର୍ଣ୍ଣ ଶିଖାଇବା ପାଇଁ ବର୍ଣ୍ଣମାଳାର କ୍ରମ ଓ ଉଚ୍ଚାରଣ ସ୍ଥାନ ଅନୁସାରେ ବିଭାଜନ ପ୍ରାସଙ୍ଗିକ । କ ଖ ଗ ଘ ଙ, ଚ ଛ ଜ ଝ ଞ, ଟ ଠ ଡ ଢ ଣ, ତ ଥ ଦ ଧ ନ, ପ ଫ ବ ଭ ମ ଇତ୍ୟାଦି ବର୍ଗୀୟ ବର୍ଣ୍ଣ ସହିତ ଅନ୍ତସ୍ଥ ଓ ଉଷ୍ମ ବର୍ଣ୍ଣର ପ୍ରୟୋଗ ବିଧି ସ୍ପଷ୍ଟ କରାଯିବା ଦରକାର । କ୍ଷ ଓ ଜ୍ଞ ଭଳି ଯୁକ୍ତବର୍ଣ୍ଣକୁ ବର୍ଣ୍ଣମାଳାରେ ସ୍ଥାନ ଦେବା ନେଇ ମତଭେଦ ରହିଛି । ଭାଷାବିତ୍ମାନେ ଏ ଦିଗରେ ଗବେଷଣା କରି ସର୍ବସମ୍ମତ ସିଦ୍ଧାନ୍ତ ନେବା ଉଚିତ । ଓଡ଼ିଆ ଭାଷା ପ୍ରତିଷ୍ଠାନ ପକ୍ଷରୁ 'ଓଡ଼ିଆ ବର୍ଣ୍ଣବୋଧ' ସଂସ୍କରଣକୁ ନେଇ ମଧ୍ୟ ବର୍ଷବୋଧର ମନନ୍ତରେ ଯୁଗାନୁକୂଳ ପରିବର୍ତ୍ତନ ପାଇଁ ପ୍ରସ୍ତାବ ଦିଆଯାଇଛି । ଅନୁସ୍ୱାର, ବିସର୍ଗ, ଚନ୍ଦ୍ରବିନ୍ଦୁ ଓ ଯୁକ୍ତାକ୍ଷର ଲେଖନ ପଦ୍ଧତିରେ ଏକରୂପତା ଆଣିବା ଆବଶ୍ୟକ । ଶିଶୁମାନଙ୍କୁ ସହଜରେ ବର୍ଣ୍ଣ ଶିଖାଇବା ପାଇଁ ବର୍ଣ୍ଣମାଳାର କ୍ରମ ଓ ଉଚ୍ଚାରଣ ସ୍ଥାନ ଅନୁସାରେ ବିଭାଜନ ପ୍ରାସଙ୍ଗିକ । କ ଖ ଗ ଘ ଙ, ଚ ଛ ଜ ଝ ଞ, ଟ ଠ ଡ ଢ ଣ, ତ ଥ ଦ ଧ ନ, ପ ଫ ବ ଭ ମ ଇତ୍ୟାଦି ବର୍ଗୀୟ ବର୍ଣ୍ଣ ସହିତ ଅନ୍ତସ୍ଥ ଓ ଉଷ୍ମ ବର୍ଣ୍ଣର ପ୍ରୟୋଗ ବିଧି ସ୍ପଷ୍ଟ କରାଯିବା ଦରକାର । କ୍ଷ ଓ ଜ୍ଞ ଭଳି ଯୁକ୍ତବର୍ଣ୍ଣକୁ ବର୍ଣ୍ଣମାଳାରେ ସ୍ଥାନ ଦେବା ନେଇ ମତଭେଦ ରହିଛି । ଭାଷାବିତ୍ମାନେ ଏ ଦିଗରେ ଗବେଷଣା କରି ସର୍ବସମ୍ମତ ସିଦ୍ଧାନ୍ତ ନେବା ଉଚିତ । ଓଡ଼ିଆ ଭାଷା ପ୍ରତିଷ୍ଠାନ ପକ୍ଷରୁ 'ଓଡ଼ିଆ ବର୍ଣ୍ଣବୋଧ' ସଂସ୍କରଣକୁ ନେଇ ମଧ୍ୟ ବର୍ଷବୋଧର ମନନ୍ତରେ ଯୁଗାନୁକୂଳ ପରିବର୍ତ୍ତନ ପାଇଁ ପ୍ରସ୍ତାବ ଦିଆଯାଇଛି । ଅନୁସ୍ୱାର, ବିସର୍ଗ, ଚନ୍ଦ୍ରବିନ୍ଦୁ ଓ ଯୁକ୍ତାକ୍ଷର ଲେଖନ ପଦ୍ଧତିରେ ଏକରୂପତା ଆଣିବା ଆବଶ୍ୟକ । ଶିଶୁମାନଙ୍କୁ ସହଜରେ ବର୍ଣ୍ଣ ଶିଖାଇବା ପାଇଁ ବର୍ଣ୍ଣମାଳାର କ୍ରମ ଓ ଉଚ୍ଚାରଣ ସ୍ଥାନ ଅନୁସାରେ ବିଭାଜନ ପ୍ରାସଙ୍ଗିକ । କ ଖ ଗ ଘ ଙ, ଚ ଛ ଜ ଝ ଞ, ଟ ଠ ଡ ଢ ଣ, ତ ଥ ଦ ଧ ନ, ପ ଫ ବ ଭ ମ ଇତ୍ୟାଦି ବର୍ଗୀୟ ବର୍ଣ୍ଣ ସହିତ ଅନ୍ତସ୍ଥ ଓ ଉଷ୍ମ ବର୍ଣ୍ଣର ପ୍ରୟୋଗ ବିଧି ସ୍ପଷ୍ଟ କରାଯିବା ଦରକାର । କ୍ଷ ଓ ଜ୍ଞ ଭଳି ଯୁକ୍ତବର୍ଣ୍ଣକୁ ବର୍ଣ୍ଣମାଳାରେ ସ୍ଥାନ ଦେବା ନେଇ ମତଭେଦ ରହିଛି । ଭାଷାବିତ୍ମାନେ ଏ ଦିଗରେ ଗବେଷଣା କରି ସର୍ବସମ୍ମତ ସିଦ୍ଧାନ୍ତ ନେବା ଉଚିତ ।	[318, 1749, 1164, 1968]
solution-cell: 1	[1387, 2234, 1404, 2251]
sudoku-cell[interactable]	[1285, 1845, 1320, 1882]
sudoku-cell[interactable]	[1355, 1845, 1390, 1882]
solution-cell: 1	[1319, 2183, 1336, 2200]
sudoku-cell[interactable]: 8	[1182, 1771, 1217, 1808]
solution-cell: 6	[1336, 2234, 1353, 2251]
solution-cell: 4	[1319, 2200, 1336, 2217]
solution-cell: 9	[1370, 2166, 1387, 2183]
sudoku-cell[interactable]	[1250, 1771, 1285, 1808]
contact-line: ପାଠକ ଶ୍ରେଷ୍ଠ ବିଚାରକ ସ୍ତମ୍ଭ ପାଇଁ ପଠାଇବାର ଠିକଣା:	[1219, 1329, 1461, 1361]
sudoku-solution-grid	[1318, 2097, 1473, 2252]
editor-email-link[interactable]: E-mail:dharitripress@gmail.com	[1227, 1414, 1453, 1429]
solution-cell: 7	[1353, 2098, 1370, 2115]
sudoku-grid[interactable]	[1180, 1732, 1496, 2068]
poem-line: ନ ଆସିବ 'ଆଜ' ଦେଲ, ନ ଆସିବ	[16, 150, 175, 166]
contact-line: କେବଳ ବିଜ୍ଞାପନ ପାଇଁ ବ୍ୟବହାର କରନ୍ତୁ :	[1239, 1469, 1441, 1484]
sudoku-brand: su|do|ku	[1188, 1676, 1301, 1700]
sudoku-cell[interactable]	[1216, 1734, 1250, 1771]
sudoku-cell[interactable]	[1390, 1808, 1425, 1845]
sudoku-cell[interactable]	[1250, 2030, 1285, 2067]
solution-cell: 6	[1455, 2183, 1472, 2200]
sudoku-cell[interactable]	[1250, 1808, 1285, 1845]
sudoku-cell[interactable]	[1182, 1734, 1217, 1771]
sudoku-cell[interactable]: 3	[1390, 1919, 1425, 1956]
babumane-body: ନବରଙ୍ଗପୁର ଜିଲ୍ଲାର ଅନେକ ଗ୍ରାମରେ ପାନୀୟ ଜଳ ଓ ରାସ୍ତାଘାଟ ସମସ୍ୟା ଦୀର୍ଘ ଦିନ ହେବ ରହିଆସିଛି । ଗ୍ରାମବାସୀ ବାରମ୍ବାର ପ୍ରଶାସନ ନିକଟରେ ଅଭିଯୋଗ କଲେ ମଧ୍ୟ କୌଣସି ପଦକ୍ଷେପ ନିଆଯାଇନାହିଁ । ବର୍ଷା ଦିନେ ରାସ୍ତା କାଦୁଅମୟ ହୋଇଯାଉଛି । ଛାତ୍ରଛାତ୍ରୀ ବିଦ୍ୟାଳୟ ଯିବାରେ ଅସୁବିଧା ଭୋଗୁଛନ୍ତି । ରୋଗୀଙ୍କୁ ହସ୍ପିଟାଲ ନେବା କଷ୍ଟସାଧ୍ୟ ହେଉଛି । ସମ୍ପୃକ୍ତ ଅଧିକାରୀମାନେ ଏ ଦିଗରେ ତୁରନ୍ତ ଧ୍ୟାନ ଦେବା ଦରକାର ।	[4, 469, 310, 604]
solution-cell: 4	[1438, 2183, 1455, 2200]
solution-cell: 9	[1455, 2234, 1472, 2251]
solution-cell: 7	[1319, 2217, 1336, 2234]
temple-icon	[166, 288, 308, 402]
sudoku-cell[interactable]: 9	[1425, 1993, 1460, 2030]
chirantani-title: ଚିରନ୍ତନୀ	[16, 12, 298, 56]
solution-cell: 2	[1438, 2098, 1455, 2115]
sudoku-cell[interactable]	[1355, 1956, 1390, 1993]
sudoku-cell[interactable]	[1216, 1956, 1250, 1993]
district-diary-label: ଜିଲା ଡାଏରୀ	[14, 296, 117, 332]
sudoku-cell[interactable]	[1459, 1956, 1494, 1993]
sudoku-cell[interactable]: 7	[1285, 1956, 1320, 1993]
sudoku-cell[interactable]	[1425, 1882, 1460, 1919]
varnabodh-author: ଦାମୋଦର ଧଳ	[4, 1652, 304, 1688]
solution-cell: 3	[1404, 2132, 1421, 2149]
sudoku-cell[interactable]	[1320, 1808, 1355, 1845]
sudoku-cell[interactable]	[1182, 2030, 1217, 2067]
solution-cell: 2	[1370, 2183, 1387, 2200]
poem-line: ପଦେ ଆଶ୍ୱାସନା	[16, 171, 100, 187]
sudoku-cell[interactable]	[1320, 1993, 1355, 2030]
solution-cell: 2	[1404, 2217, 1421, 2234]
solution-cell: 3	[1387, 2166, 1404, 2183]
solution-cell: 8	[1319, 2132, 1336, 2149]
sudoku-cell[interactable]	[1216, 2030, 1250, 2067]
solution-cell: 2	[1319, 2234, 1336, 2251]
babumane-section	[4, 414, 310, 959]
solution-cell: 9	[1319, 2149, 1336, 2166]
sudoku-cell[interactable]	[1355, 1771, 1390, 1808]
solution-cell: 8	[1455, 2200, 1472, 2217]
solution-cell: 8	[1336, 2166, 1353, 2183]
sudoku-title: ସୁ-ଡୋ-କୁ	[1393, 1672, 1494, 1720]
sudoku-cell[interactable]	[1320, 1734, 1355, 1771]
solution-cell: 8	[1421, 2115, 1438, 2132]
varnabodh-col1: ଓଡ଼ିଆ ଭାଷା ପ୍ରତିଷ୍ଠାନ ପକ୍ଷରୁ 'ଓଡ଼ିଆ ବର୍ଣ୍ଣବୋଧ' ସଂସ୍କରଣକୁ ନେଇ ମଧ୍ୟ ବର୍ଷବୋଧର ମନନ୍ତରେ ଯୁଗାନୁକୂଳ ପରିବର୍ତ୍ତନ ପାଇଁ ପ୍ରସ୍ତାବ ଦିଆଯାଇଛି । ଅନୁସ୍ୱାର, ବିସର୍ଗ, ଚନ୍ଦ୍ରବିନ୍ଦୁ ଓ ଯୁକ୍ତାକ୍ଷର ଲେଖନ ପଦ୍ଧତିରେ ଏକରୂପତା ଆଣିବା ଆବଶ୍ୟକ । ଶିଶୁମାନଙ୍କୁ ସହଜରେ ବର୍ଣ୍ଣ ଶିଖାଇବା ପାଇଁ ବର୍ଣ୍ଣମାଳାର କ୍ରମ ଓ ଉଚ୍ଚାରଣ ସ୍ଥାନ ଅନୁସାରେ ବିଭାଜନ ପ୍ରାସଙ୍ଗିକ । କ ଖ ଗ ଘ ଙ, ଚ ଛ ଜ ଝ ଞ, ଟ ଠ ଡ ଢ ଣ, ତ ଥ ଦ ଧ ନ, ପ ଫ ବ ଭ ମ ଇତ୍ୟାଦି ବର୍ଗୀୟ ବର୍ଣ୍ଣ ସହିତ ଅନ୍ତସ୍ଥ ଓ ଉଷ୍ମ ବର୍ଣ୍ଣର ପ୍ରୟୋଗ ବିଧି ସ୍ପଷ୍ଟ କରାଯିବା ଦରକାର । କ୍ଷ ଓ ଜ୍ଞ ଭଳି ଯୁକ୍ତବର୍ଣ୍ଣକୁ ବର୍ଣ୍ଣମାଳାରେ ସ୍ଥାନ ଦେବା ନେଇ ମତଭେଦ ରହିଛି । ଭାଷାବିତ୍ମାନେ ଏ ଦିଗରେ ଗବେଷଣା କରି ସର୍ବସମ୍ମତ ସିଦ୍ଧାନ୍ତ ନେବା ଉଚିତ । ଓଡ଼ିଆ ଭାଷା ପ୍ରତିଷ୍ଠାନ ପକ୍ଷରୁ 'ଓଡ଼ିଆ ବର୍ଣ୍ଣବୋଧ' ସଂସ୍କରଣକୁ ନେଇ ମଧ୍ୟ ବର୍ଷବୋଧର ମନନ୍ତରେ ଯୁଗାନୁକୂଳ ପରିବର୍ତ୍ତନ ପାଇଁ ପ୍ରସ୍ତାବ ଦିଆଯାଇଛି । ଅନୁସ୍ୱାର, ବିସର୍ଗ, ଚନ୍ଦ୍ରବିନ୍ଦୁ ଓ ଯୁକ୍ତାକ୍ଷର ଲେଖନ ପଦ୍ଧତିରେ ଏକରୂପତା ଆଣିବା ଆବଶ୍ୟକ । ଶିଶୁମାନଙ୍କୁ ସହଜରେ ବର୍ଣ୍ଣ ଶିଖାଇବା ପାଇଁ ବର୍ଣ୍ଣମାଳାର କ୍ରମ ଓ ଉଚ୍ଚାରଣ ସ୍ଥାନ ଅନୁସାରେ ବିଭାଜନ ପ୍ରାସଙ୍ଗିକ । କ ଖ ଗ ଘ ଙ, ଚ ଛ ଜ ଝ ଞ, ଟ ଠ ଡ ଢ ଣ, ତ ଥ ଦ ଧ ନ, ପ ଫ ବ ଭ ମ ଇତ୍ୟାଦି ବର୍ଗୀୟ ବର୍ଣ୍ଣ ସହିତ ଅନ୍ତସ୍ଥ ଓ ଉଷ୍ମ ବର୍ଣ୍ଣର ପ୍ରୟୋଗ ବିଧି ସ୍ପଷ୍ଟ କରାଯିବା ଦରକାର । କ୍ଷ ଓ ଜ୍ଞ ଭଳି ଯୁକ୍ତବର୍ଣ୍ଣକୁ ବର୍ଣ୍ଣମାଳାରେ ସ୍ଥାନ ଦେବା ନେଇ ମତଭେଦ ରହିଛି । ଭାଷାବିତ୍ମାନେ ଏ ଦିଗରେ ଗବେଷଣା କରି ସର୍ବସମ୍ମତ ସିଦ୍ଧାନ୍ତ ନେବା ଉଚିତ ।	[4, 1695, 304, 2101]
solution-cell: 4	[1404, 2098, 1421, 2115]
solution-cell: 8	[1387, 2183, 1404, 2200]
sudoku-cell[interactable]: 3	[1425, 1734, 1460, 1771]
solution-cell: 1	[1455, 2098, 1472, 2115]
solution-cell: 3	[1387, 2200, 1404, 2217]
solution-cell: 5	[1353, 2166, 1370, 2183]
euthanasia-title: ସ୍ୱେଚ୍ଛାମୃତ୍ୟୁ	[543, 983, 937, 1057]
solution-cell: 1	[1353, 2200, 1370, 2217]
sudoku-cell[interactable]	[1355, 1734, 1390, 1771]
sudoku-cell[interactable]	[1285, 1919, 1320, 1956]
advt-email-link[interactable]: E-mail:advt@dharitri.com	[1250, 1486, 1430, 1501]
abhimat-body: ଶିକ୍ଷା ପ୍ରତି ମା' ସେମାନେ ସାଧାରଣତଃ ୯ ମାସ ୧୦ ଦିନ ରେ ଗର୍ଭ ବିଜ୍ଞାନରେ ମାତୃ ଉଦରରେ ଶିଶୁର ବିକାଶ ହୁଏ । ଶିଶୁର ସୁସ୍ଥ ଜନ୍ମ ପାଇଁ ମାତାର ପୁଷ୍ଟିକର ଖାଦ୍ୟ ଓ ଯତ୍ନ ଆବଶ୍ୟକ । ଶିଶୁ ଜନ୍ମ ପରେ ମଧ୍ୟ ସ୍ତନ୍ୟପାନ ଓ ଟୀକାକରଣ ଅତ୍ୟନ୍ତ ଜରୁରୀ । ଏହି ସମ୍ପର୍କରେ ସଚେତନତା ବଢ଼ାଇବା ଦରକାର । ସରକାରୀ ଯୋଜନା ମାଧ୍ୟମରେ ଗ୍ରାମାଞ୍ଚଳରେ ମାତୃ ଓ ଶିଶୁ ସ୍ୱାସ୍ଥ୍ୟ ସେବା ଉପଲବ୍ଧ କରାଯାଉଛି । ଶିକ୍ଷା ପ୍ରତି ମା' ସେମାନେ ସାଧାରଣତଃ ୯ ମାସ ୧୦ ଦିନ ରେ ଗର୍ଭ ବିଜ୍ଞାନରେ ମାତୃ ଉଦରରେ ଶିଶୁର ବିକାଶ ହୁଏ । ଶିଶୁର ସୁସ୍ଥ ଜନ୍ମ ପାଇଁ ମାତାର ପୁଷ୍ଟିକର ଖାଦ୍ୟ ଓ ଯତ୍ନ ଆବଶ୍ୟକ । ଶିଶୁ ଜନ୍ମ ପରେ ମଧ୍ୟ ସ୍ତନ୍ୟପାନ ଓ ଟୀକାକରଣ ଅତ୍ୟନ୍ତ ଜରୁରୀ । ଏହି ସମ୍ପର୍କରେ ସଚେତନତା ବଢ଼ାଇବା ଦରକାର । ସରକାରୀ ଯୋଜନା ମାଧ୍ୟମରେ ଗ୍ରାମାଞ୍ଚଳରେ ମାତୃ ଓ ଶିଶୁ ସ୍ୱାସ୍ଥ୍ୟ ସେବା ଉପଲବ୍ଧ କରାଯାଉଛି ।	[1180, 66, 1496, 286]
sudoku-cell[interactable]: 3	[1459, 1882, 1494, 1919]
solution-cell: 3	[1438, 2234, 1455, 2251]
solution-cell: 1	[1370, 2149, 1387, 2166]
solution-cell: 1	[1404, 2166, 1421, 2183]
solution-cell: 9	[1353, 2115, 1370, 2132]
solution-cell: 5	[1404, 2149, 1421, 2166]
solution-cell: 2	[1421, 2166, 1438, 2183]
solution-cell: 6	[1438, 2217, 1455, 2234]
abhimat-section	[1180, 4, 1496, 486]
solution-cell: 4	[1455, 2217, 1472, 2234]
solution-cell: 6	[1336, 2098, 1353, 2115]
masthead-logo: ଧରିତ୍ରୀ	[1011, 22, 1086, 51]
sudoku-cell[interactable]	[1459, 1919, 1494, 1956]
poem-line: ଚିର ଲଭ୍ୟ ଫେରିବି ମୁଁ ଏଣି ମୋର	[16, 192, 184, 208]
sudoku-cell[interactable]	[1459, 1808, 1494, 1845]
sudoku-cell[interactable]: 1	[1459, 1993, 1494, 2030]
flashback-item: ▪ ହିମାଚଳ ପ୍ରଦେଶରେ ବସ ଦେବରେ ଖସି ପଡ଼ି ୧୫ ମୃତ	[1180, 1622, 1496, 1640]
